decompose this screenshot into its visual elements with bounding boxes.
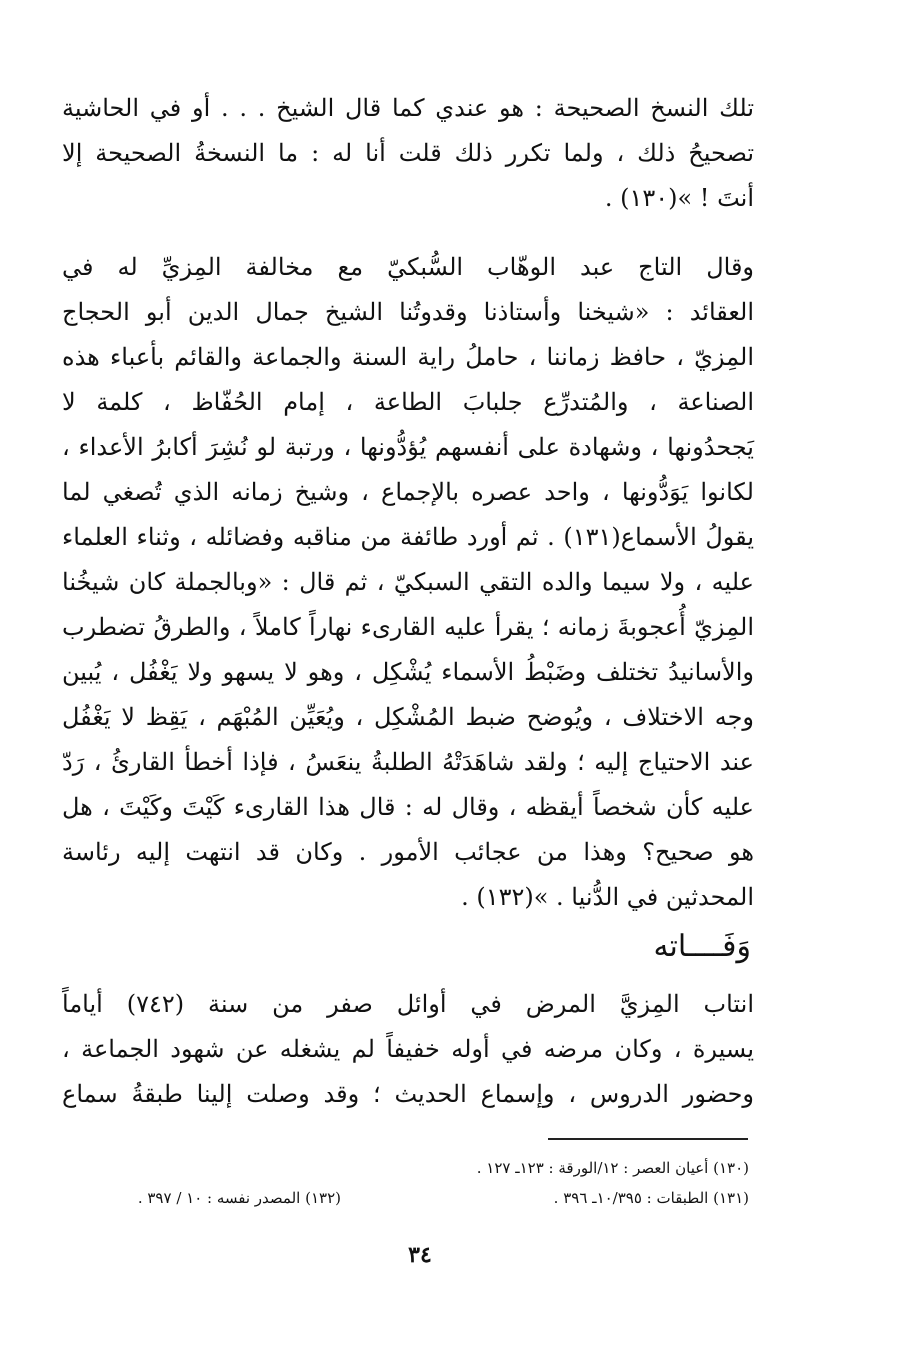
text-line: لكانوا يَوَدُّونها ، واحد عصره بالإجماع ، وشيخ زمانه الذي تُصغي لما <box>62 478 754 506</box>
text-line: وجه الاختلاف ، ويُوضح ضبط المُشْكِل ، ويُعَيِّن المُبْهَم ، يَقِظ لا يَغْفُل <box>62 703 754 731</box>
section-heading: وَفَــــاته <box>653 929 751 964</box>
text-line: العقائد : «شيخنا وأستاذنا وقدوتُنا الشيخ جمال الدين أبو الحجاج <box>62 298 754 326</box>
text-line: المِزيّ أُعجوبةَ زمانه ؛ يقرأ عليه القارىء نهاراً كاملاً ، والطرقُ تضطرب <box>62 613 754 641</box>
text-line: وقال التاج عبد الوهّاب السُّبكيّ مع مخالفة المِزيِّ له في <box>62 253 754 281</box>
text-line: المِزيّ ، حافظ زماننا ، حاملُ راية السنة والجماعة والقائم بأعباء هذه <box>62 343 754 371</box>
paragraph-death <box>62 982 754 1117</box>
text-line: والأسانيدُ تختلف وضَبْطُ الأسماء يُشْكِل ، وهو لا يسهو ولا يَغْفُل ، يُبين <box>62 658 754 686</box>
text-line: عليه ، ولا سيما والده التقي السبكيّ ، ثم قال : «وبالجملة كان شيخُنا <box>62 568 754 596</box>
page-number: ٣٤ <box>408 1242 432 1268</box>
text-line: هو صحيح؟ وهذا من عجائب الأمور . وكان قد انتهت إليه رئاسة <box>62 838 754 866</box>
text-line: عليه كأن شخصاً أيقظه ، وقال له : قال هذا القارىء كَيْتَ وكَيْتَ ، هل <box>62 793 754 821</box>
footnote-separator <box>548 1138 748 1140</box>
text-line: المحدثين في الدُّنيا . »(١٣٢) . <box>461 883 754 911</box>
text-line: الصناعة ، والمُتدرِّع جلبابَ الطاعة ، إمام الحُفّاظ ، كلمة لا <box>62 388 754 416</box>
footnote-130: (١٣٠) أعيان العصر : ١٢/الورقة : ١٢٣ـ ١٢٧ . <box>476 1159 749 1177</box>
text-line: يسيرة ، وكان مرضه في أوله خفيفاً لم يشغله عن شهود الجماعة ، <box>62 1035 754 1063</box>
text-line: انتاب المِزيَّ المرض في أوائل صفر من سنة (٧٤٢) أياماً <box>62 990 754 1018</box>
paragraph-testimony-end <box>62 86 754 221</box>
text-line: أنتَ ! »(١٣٠) . <box>604 184 754 212</box>
footnote-131: (١٣١) الطبقات : ١٠/٣٩٥ـ ٣٩٦ . <box>553 1189 749 1207</box>
paragraph-subki-praise <box>62 245 754 920</box>
text-line: وحضور الدروس ، وإسماع الحديث ؛ وقد وصلت إلينا طبقةُ سماع <box>62 1080 754 1108</box>
text-line: عند الاحتياج إليه ؛ ولقد شاهَدَتْهُ الطلبةُ ينعَسُ ، فإذا أخطأ القارئُ ، رَدّ <box>62 748 754 776</box>
text-line: تلك النسخ الصحيحة : هو عندي كما قال الشيخ . . . أو في الحاشية <box>62 94 754 122</box>
text-line: يَجحدُونها ، وشهادة على أنفسهم يُؤدُّونها ، ورتبة لو نُشِرَ أكابرُ الأعداء ، <box>62 433 754 461</box>
text-line: تصحيحُ ذلك ، ولما تكرر ذلك قلت أنا له : ما النسخةُ الصحيحة إلا <box>62 139 754 167</box>
footnote-132: (١٣٢) المصدر نفسه : ١٠ / ٣٩٧ . <box>137 1189 341 1207</box>
text-line: يقولُ الأسماع(١٣١) . ثم أورد طائفة من مناقبه وفضائله ، وثناء العلماء <box>62 523 754 551</box>
